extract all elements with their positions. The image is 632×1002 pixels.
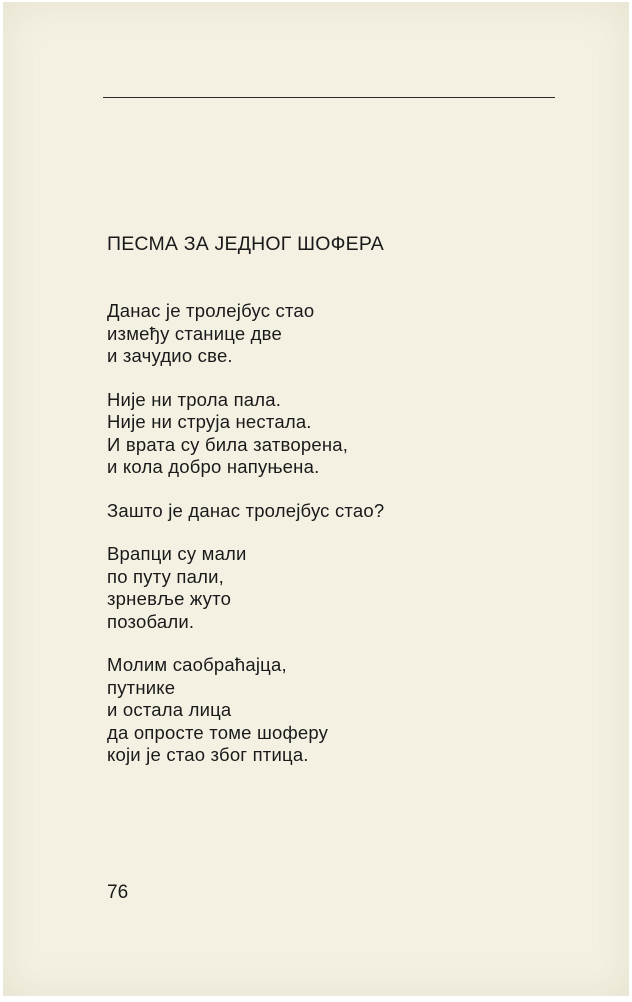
poem-line: Данас је тролејбус стао [107, 300, 315, 321]
stanza [107, 654, 527, 767]
poem-line: да опросте томе шоферу [107, 721, 329, 743]
poem-line: који је стао због птица. [107, 744, 309, 765]
page-number: 76 [107, 882, 129, 903]
poem-body [107, 300, 527, 788]
stanza [107, 543, 527, 633]
stanza [107, 500, 527, 523]
poem-line: путнике [107, 676, 176, 698]
stanza [107, 389, 527, 479]
header-rule [103, 97, 555, 98]
poem-line: између станице две [107, 322, 282, 344]
poem-line: Није ни струја нестала. [107, 411, 312, 432]
poem-line: Молим саобраћајца, [107, 654, 287, 675]
poem-line: Зашто је данас тролејбус стао? [107, 499, 385, 521]
poem-line: И врата су била затворена, [107, 433, 349, 455]
stanza [107, 300, 527, 368]
poem-line: по путу пали, [107, 565, 224, 587]
poem-line: Није ни трола пала. [107, 388, 282, 410]
poem-line: и кола добро напуњена. [107, 456, 320, 477]
poem-line: зрневље жуто [107, 588, 232, 609]
poem-line: позобали. [107, 610, 195, 632]
poem-line: и остала лица [107, 699, 232, 720]
poem-line: и зачудио све. [107, 345, 233, 366]
poem-line: Врапци су мали [107, 543, 247, 564]
poem-title: ПЕСМА ЗА ЈЕДНОГ ШОФЕРА [107, 233, 384, 255]
book-page [3, 2, 629, 996]
